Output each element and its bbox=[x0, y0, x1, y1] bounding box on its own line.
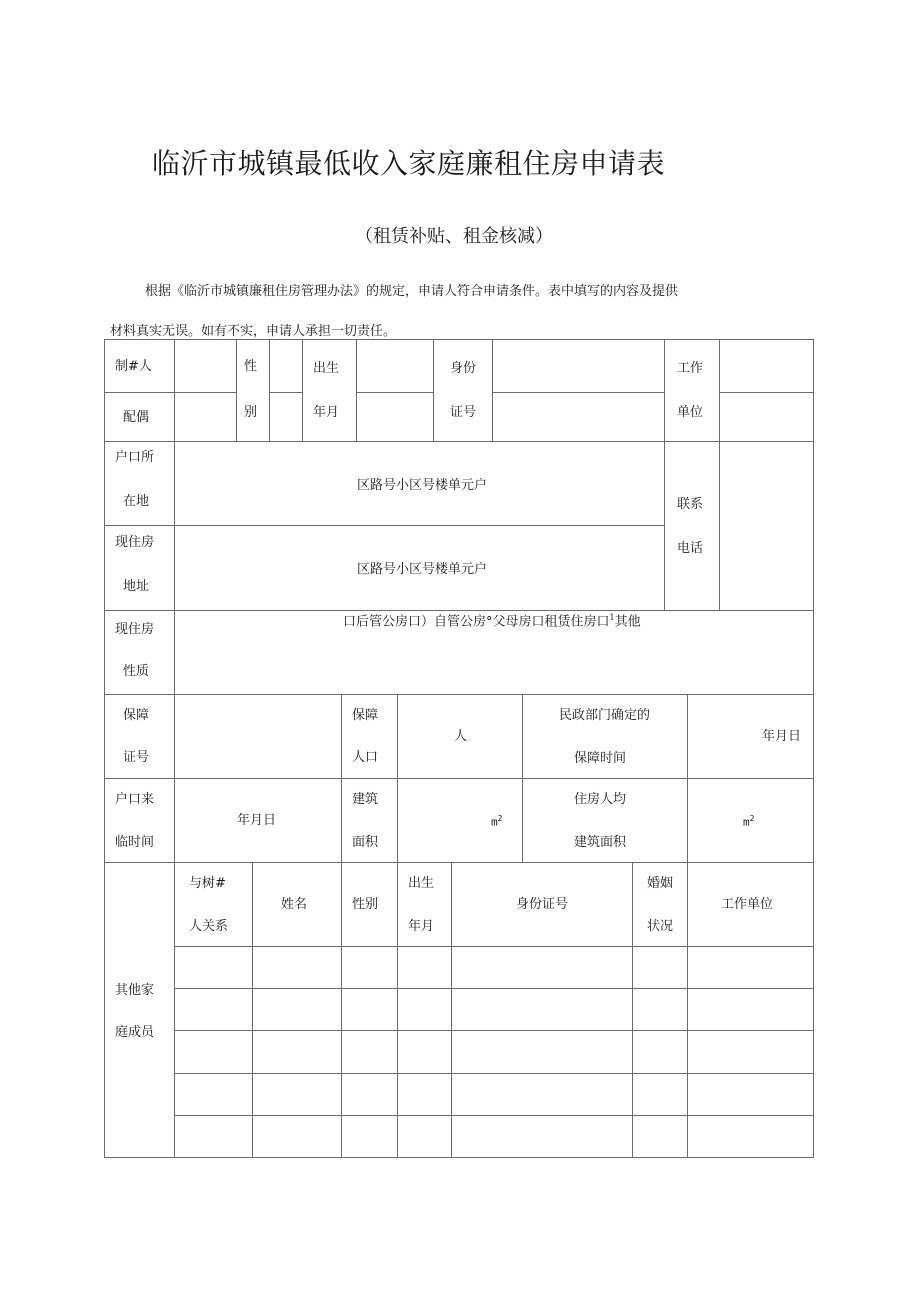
member-gender-field[interactable] bbox=[341, 1030, 398, 1074]
member-relation-field[interactable] bbox=[174, 1030, 253, 1074]
intro-text-line-1: 根据《临沂市城镇廉租住房管理办法》的规定，申请人符合申请条件。表中填写的内容及提供 bbox=[145, 284, 679, 299]
id-label-cell bbox=[433, 339, 493, 442]
person-unit: 人 bbox=[454, 729, 468, 744]
other-members-label-cell bbox=[104, 862, 175, 1158]
member-gender-field[interactable] bbox=[341, 988, 398, 1031]
applicant-label: 制#人 bbox=[115, 359, 152, 374]
gender-label-line-2: 别 bbox=[244, 405, 258, 420]
member-id-field[interactable] bbox=[451, 1030, 633, 1074]
member-work-field[interactable] bbox=[687, 946, 814, 989]
member-id-field[interactable] bbox=[451, 988, 633, 1031]
civil-date-field[interactable] bbox=[687, 694, 814, 779]
birth-header-line-2: 年月 bbox=[408, 919, 435, 934]
relation-header bbox=[174, 862, 253, 947]
spouse-label-cell bbox=[104, 392, 175, 442]
current-address-label-line-2: 地址 bbox=[123, 579, 150, 594]
spouse-name-field[interactable] bbox=[174, 392, 237, 442]
gender-label-line-1: 性 bbox=[244, 359, 258, 374]
population-label-cell bbox=[341, 694, 398, 779]
relation-header-line-2: 人关系 bbox=[189, 919, 229, 934]
member-name-field[interactable] bbox=[252, 988, 342, 1031]
applicant-work-field[interactable] bbox=[719, 339, 814, 393]
spouse-gender-field[interactable] bbox=[269, 392, 303, 442]
work-label-line-2: 单位 bbox=[677, 405, 704, 420]
per-capita-area-label-cell bbox=[522, 778, 688, 863]
hukou-time-label-line-1: 户口来 bbox=[115, 792, 155, 807]
member-relation-field[interactable] bbox=[174, 946, 253, 989]
member-gender-field[interactable] bbox=[341, 1073, 398, 1116]
work-header bbox=[687, 862, 814, 947]
applicant-birth-field[interactable] bbox=[356, 339, 434, 393]
member-id-field[interactable] bbox=[451, 1073, 633, 1116]
area-label-cell bbox=[341, 778, 398, 863]
member-name-field[interactable] bbox=[252, 1073, 342, 1116]
per-capita-area-field[interactable] bbox=[687, 778, 814, 863]
birth-header bbox=[397, 862, 452, 947]
population-label-line-1: 保障 bbox=[352, 708, 379, 723]
work-label-cell bbox=[664, 339, 720, 442]
page-subtitle: （租赁补贴、租金核减） bbox=[355, 226, 553, 247]
hukou-location-label-line-2: 在地 bbox=[123, 494, 150, 509]
member-id-field[interactable] bbox=[451, 946, 633, 989]
other-members-label-line-1: 其他家 bbox=[115, 983, 155, 998]
area-label-line-1: 建筑 bbox=[352, 792, 379, 807]
hukou-location-field[interactable] bbox=[174, 441, 665, 526]
id-label-line-2: 证号 bbox=[450, 405, 477, 420]
civil-date-label-cell bbox=[522, 694, 688, 779]
birth-label-line-2: 年月 bbox=[313, 405, 340, 420]
housing-nature-label-cell bbox=[104, 610, 175, 695]
member-work-field[interactable] bbox=[687, 1030, 814, 1074]
birth-label-cell bbox=[302, 339, 357, 442]
member-birth-field[interactable] bbox=[397, 988, 452, 1031]
spouse-label: 配偶 bbox=[123, 410, 150, 425]
member-birth-field[interactable] bbox=[397, 1115, 452, 1158]
work-label-line-1: 工作 bbox=[677, 361, 704, 376]
marriage-header-line-1: 婚姻 bbox=[647, 876, 674, 891]
per-capita-area-label-line-2: 建筑面积 bbox=[574, 835, 627, 850]
cert-label-cell bbox=[104, 694, 175, 779]
id-label-line-1: 身份 bbox=[450, 361, 477, 376]
member-name-field[interactable] bbox=[252, 946, 342, 989]
building-area-field[interactable] bbox=[397, 778, 523, 863]
spouse-birth-field[interactable] bbox=[356, 392, 434, 442]
applicant-name-field[interactable] bbox=[174, 339, 237, 393]
member-relation-field[interactable] bbox=[174, 988, 253, 1031]
member-birth-field[interactable] bbox=[397, 1030, 452, 1074]
housing-nature-label-line-2: 性质 bbox=[123, 664, 150, 679]
member-name-field[interactable] bbox=[252, 1115, 342, 1158]
name-header-label: 姓名 bbox=[281, 897, 308, 912]
work-header-label: 工作单位 bbox=[721, 897, 774, 912]
current-address-template: 区路号小区号楼单元户 bbox=[357, 562, 488, 577]
hukou-location-label-line-1: 户口所 bbox=[115, 450, 155, 465]
member-marriage-field[interactable] bbox=[632, 1115, 688, 1158]
member-work-field[interactable] bbox=[687, 988, 814, 1031]
civil-date-ymd: 年月日 bbox=[762, 729, 802, 744]
relation-header-line-1: 与树# bbox=[189, 876, 226, 891]
hukou-time-label-line-2: 临时间 bbox=[115, 835, 155, 850]
intro-text-line-2: 材料真实无误。如有不实，申请人承担一切责任。 bbox=[110, 324, 397, 339]
contact-label-line-1: 联系 bbox=[677, 497, 704, 512]
spouse-id-field[interactable] bbox=[492, 392, 665, 442]
per-capita-sqm-unit: $m^2$ bbox=[743, 814, 755, 829]
gender-header-label: 性别 bbox=[352, 897, 379, 912]
contact-label-cell bbox=[664, 441, 720, 611]
member-work-field[interactable] bbox=[687, 1073, 814, 1116]
id-header-label: 身份证号 bbox=[516, 897, 569, 912]
current-address-field[interactable] bbox=[174, 525, 665, 611]
member-marriage-field[interactable] bbox=[632, 988, 688, 1031]
applicant-gender-field[interactable] bbox=[269, 339, 303, 393]
cert-label-line-1: 保障 bbox=[123, 708, 150, 723]
sqm-unit: $m^2$ bbox=[491, 814, 503, 829]
housing-nature-field[interactable] bbox=[174, 610, 814, 695]
member-marriage-field[interactable] bbox=[632, 946, 688, 989]
cert-number-field[interactable] bbox=[174, 694, 342, 779]
member-id-field[interactable] bbox=[451, 1115, 633, 1158]
civil-date-label-line-1: 民政部门确定的 bbox=[559, 708, 651, 723]
marriage-header-line-2: 状况 bbox=[647, 919, 674, 934]
marriage-header bbox=[632, 862, 688, 947]
hukou-time-ymd: 年月日 bbox=[237, 813, 277, 828]
birth-label-line-1: 出生 bbox=[313, 361, 340, 376]
name-header bbox=[252, 862, 342, 947]
member-marriage-field[interactable] bbox=[632, 1073, 688, 1116]
cert-label-line-2: 证号 bbox=[123, 750, 150, 765]
hukou-location-label-cell bbox=[104, 441, 175, 526]
contact-label-line-2: 电话 bbox=[677, 541, 704, 556]
applicant-id-field[interactable] bbox=[492, 339, 665, 393]
civil-date-label-line-2: 保障时间 bbox=[574, 751, 627, 766]
current-address-label-cell bbox=[104, 525, 175, 611]
hukou-address-template: 区路号小区号楼单元户 bbox=[357, 478, 488, 493]
id-header bbox=[451, 862, 633, 947]
population-label-line-2: 人口 bbox=[352, 750, 379, 765]
housing-nature-options[interactable]: 口后管公房口）自管公房°父母房口租赁住房口$^1$其他 bbox=[343, 613, 641, 630]
member-marriage-field[interactable] bbox=[632, 1030, 688, 1074]
gender-header bbox=[341, 862, 398, 947]
gender-label-cell bbox=[236, 339, 270, 442]
page-title: 临沂市城镇最低收入家庭廉租住房申请表 bbox=[152, 147, 666, 180]
hukou-time-label-cell bbox=[104, 778, 175, 863]
area-label-line-2: 面积 bbox=[352, 835, 379, 850]
member-gender-field[interactable] bbox=[341, 1115, 398, 1158]
other-members-label-line-2: 庭成员 bbox=[115, 1025, 155, 1040]
member-name-field[interactable] bbox=[252, 1030, 342, 1074]
member-gender-field[interactable] bbox=[341, 946, 398, 989]
housing-nature-label-line-1: 现住房 bbox=[115, 622, 155, 637]
member-work-field[interactable] bbox=[687, 1115, 814, 1158]
per-capita-area-label-line-1: 住房人均 bbox=[574, 792, 627, 807]
member-relation-field[interactable] bbox=[174, 1115, 253, 1158]
member-relation-field[interactable] bbox=[174, 1073, 253, 1116]
member-birth-field[interactable] bbox=[397, 946, 452, 989]
member-birth-field[interactable] bbox=[397, 1073, 452, 1116]
applicant-label-cell bbox=[104, 339, 175, 393]
population-field[interactable] bbox=[397, 694, 523, 779]
hukou-time-field[interactable] bbox=[174, 778, 342, 863]
contact-phone-field[interactable] bbox=[719, 441, 814, 611]
spouse-work-field[interactable] bbox=[719, 392, 814, 442]
birth-header-line-1: 出生 bbox=[408, 876, 435, 891]
current-address-label-line-1: 现住房 bbox=[115, 535, 155, 550]
